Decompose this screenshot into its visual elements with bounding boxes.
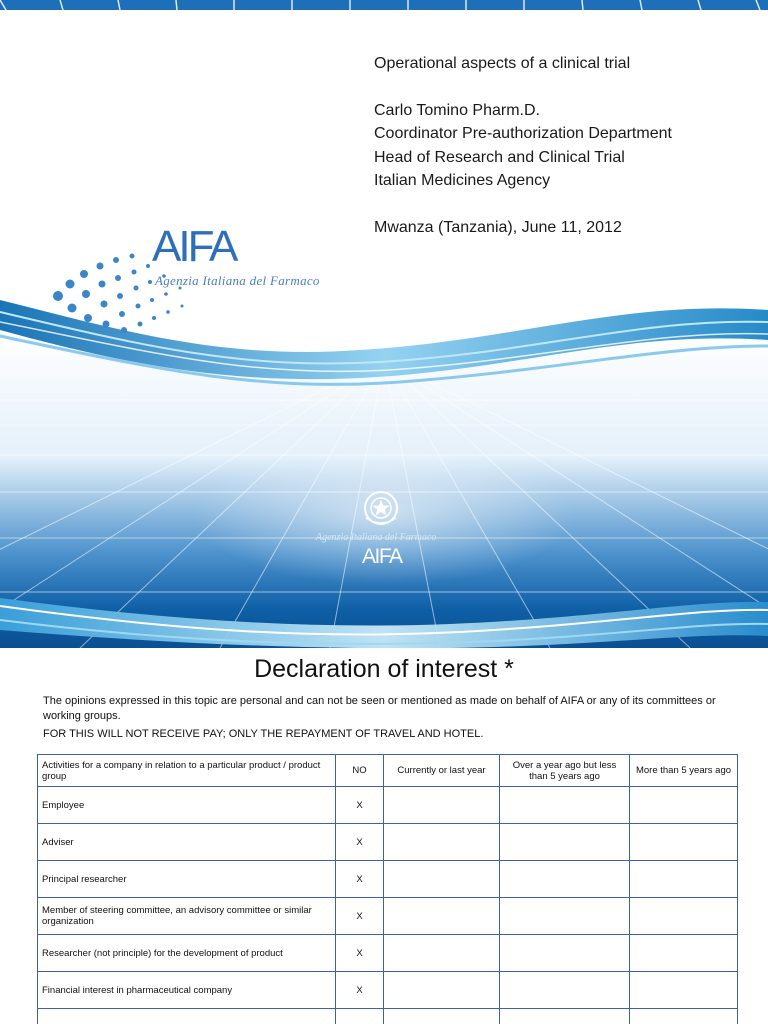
aifa-logo-subtitle: Agenzia Italiana del Farmaco [155,273,320,288]
over-year-cell [500,898,630,935]
current-cell [384,824,500,861]
more-5-cell [630,824,738,861]
header-over-year: Over a year ago but less than 5 years ago [500,755,630,787]
table-header-row [38,755,738,787]
center-logo-subtitle: Agenzia Italiana del Farmaco [316,532,437,543]
over-year-cell [500,824,630,861]
more-5-cell [630,972,738,1009]
payment-notice: FOR THIS WILL NOT RECEIVE PAY; ONLY THE REPAYMENT OF TRAVEL AND HOTEL. [43,728,484,740]
over-year-cell [500,861,630,898]
title-block [374,52,672,239]
over-year-cell [500,972,630,1009]
no-cell: X [336,824,384,861]
activity-cell: Principal researcher [38,861,336,898]
current-cell [384,861,500,898]
more-5-cell [630,861,738,898]
author-role: Coordinator Pre-authorization Department [374,125,672,142]
table-row [38,787,738,824]
author-role-2: Head of Research and Clinical Trial [374,148,625,166]
event-location-date: Mwanza (Tanzania), June 11, 2012 [374,218,622,236]
more-5-cell [630,935,738,972]
italian-republic-emblem-icon [362,488,400,528]
center-aifa-logo: AIFA [362,545,402,568]
activity-cell: Financial interest in pharmaceutical company [38,972,336,1009]
over-year-cell [500,935,630,972]
no-cell: X [336,972,384,1009]
header-current: Currently or last year [384,755,500,787]
disclaimer-paragraph: The opinions expressed in this topic are personal and can not be seen or mentioned as made on behalf of AIFA or any of its committees or working groups. [43,695,716,722]
current-cell [384,935,500,972]
header-activity: Activities for a company in relation to a particular product / product group [38,755,336,787]
presentation-title: Operational aspects of a clinical trial [374,55,631,72]
declaration-table [37,754,738,1024]
no-cell: X [336,861,384,898]
activity-cell: Adviser [38,824,336,861]
over-year-cell [500,787,630,824]
table-row [38,824,738,861]
activity-cell: Employee [38,787,336,824]
more-5-cell [630,898,738,935]
table-row [38,972,738,1009]
aifa-logo: AIFA [152,222,236,271]
organization: Italian Medicines Agency [374,172,551,189]
current-cell [384,898,500,935]
declaration-slide [0,648,768,1024]
header-more-5-years: More than 5 years ago [630,755,738,787]
no-cell: X [336,935,384,972]
more-5-cell [630,787,738,824]
table-row [38,898,738,935]
table-row [38,935,738,972]
activity-cell: Researcher (not principle) for the development of product [38,935,336,972]
table-row [38,861,738,898]
no-cell: X [336,787,384,824]
header-no: NO [336,755,384,787]
author-name: Carlo Tomino Pharm.D. [374,101,540,119]
no-cell: X [336,898,384,935]
activity-cell: Member of steering committee, an advisory committee or similar organization [38,898,336,935]
table-row-partial [38,1009,738,1024]
declaration-title: Declaration of interest * [254,655,514,683]
current-cell [384,972,500,1009]
current-cell [384,787,500,824]
